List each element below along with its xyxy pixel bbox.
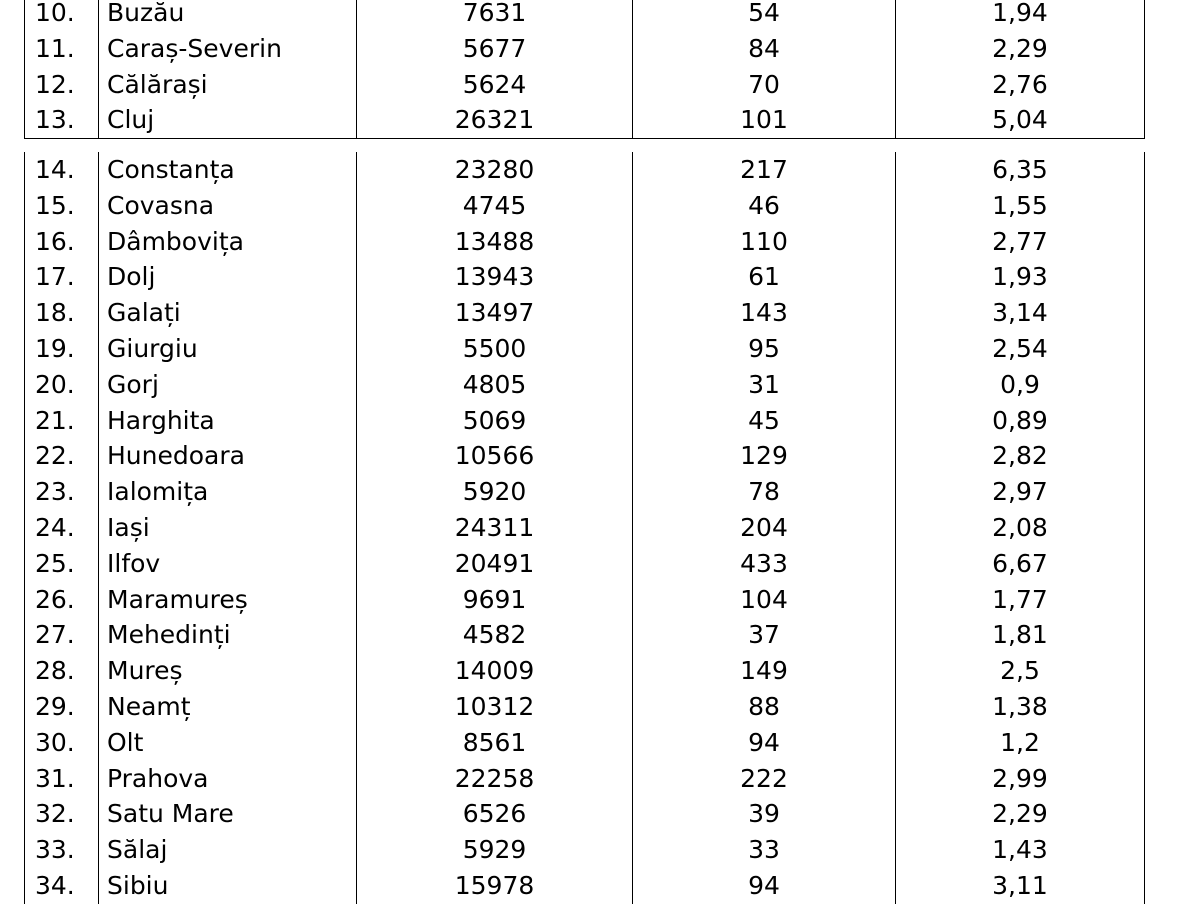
county-name-cell: Sibiu	[99, 868, 357, 904]
row-number-cell: 17.	[25, 259, 99, 295]
value-b-cell: 94	[633, 725, 896, 761]
row-number-cell: 12.	[25, 67, 99, 103]
table-row	[25, 152, 1145, 188]
value-c-cell: 2,08	[896, 510, 1145, 546]
row-number-cell: 15.	[25, 188, 99, 224]
county-table-top-body	[25, 0, 1145, 139]
row-number-cell: 27.	[25, 617, 99, 653]
table-row	[25, 438, 1145, 474]
row-number-cell: 32.	[25, 796, 99, 832]
value-a-cell: 5920	[357, 474, 633, 510]
county-table-bottom-body	[25, 152, 1145, 904]
value-b-cell: 217	[633, 152, 896, 188]
value-b-cell: 54	[633, 0, 896, 31]
table-row	[25, 582, 1145, 618]
row-number-cell: 10.	[25, 0, 99, 31]
row-number-cell: 23.	[25, 474, 99, 510]
value-c-cell: 2,82	[896, 438, 1145, 474]
table-row	[25, 832, 1145, 868]
county-name-cell: Constanța	[99, 152, 357, 188]
county-name-cell: Satu Mare	[99, 796, 357, 832]
county-table-bottom	[24, 152, 1145, 904]
table-row	[25, 689, 1145, 725]
value-c-cell: 3,11	[896, 868, 1145, 904]
value-c-cell: 6,67	[896, 546, 1145, 582]
row-number-cell: 30.	[25, 725, 99, 761]
county-name-cell: Galați	[99, 295, 357, 331]
value-c-cell: 2,29	[896, 31, 1145, 67]
county-name-cell: Iași	[99, 510, 357, 546]
table-row	[25, 0, 1145, 31]
county-name-cell: Prahova	[99, 761, 357, 797]
value-a-cell: 13488	[357, 224, 633, 260]
table-row	[25, 102, 1145, 138]
value-c-cell: 2,77	[896, 224, 1145, 260]
county-name-cell: Călărași	[99, 67, 357, 103]
value-b-cell: 433	[633, 546, 896, 582]
value-a-cell: 4582	[357, 617, 633, 653]
row-number-cell: 29.	[25, 689, 99, 725]
value-a-cell: 23280	[357, 152, 633, 188]
value-a-cell: 14009	[357, 653, 633, 689]
county-name-cell: Ilfov	[99, 546, 357, 582]
value-b-cell: 88	[633, 689, 896, 725]
county-table-top	[24, 0, 1145, 139]
table-row	[25, 653, 1145, 689]
value-b-cell: 78	[633, 474, 896, 510]
table-row	[25, 367, 1145, 403]
value-a-cell: 15978	[357, 868, 633, 904]
value-b-cell: 204	[633, 510, 896, 546]
value-c-cell: 1,77	[896, 582, 1145, 618]
table-row	[25, 188, 1145, 224]
table-row	[25, 546, 1145, 582]
county-name-cell: Harghita	[99, 403, 357, 439]
row-number-cell: 21.	[25, 403, 99, 439]
row-number-cell: 28.	[25, 653, 99, 689]
table-row	[25, 295, 1145, 331]
table-row	[25, 868, 1145, 904]
county-name-cell: Giurgiu	[99, 331, 357, 367]
value-a-cell: 9691	[357, 582, 633, 618]
table-row	[25, 725, 1145, 761]
value-c-cell: 0,9	[896, 367, 1145, 403]
value-c-cell: 1,2	[896, 725, 1145, 761]
value-c-cell: 5,04	[896, 102, 1145, 138]
row-number-cell: 31.	[25, 761, 99, 797]
row-number-cell: 11.	[25, 31, 99, 67]
county-name-cell: Ialomița	[99, 474, 357, 510]
county-name-cell: Maramureș	[99, 582, 357, 618]
value-a-cell: 5500	[357, 331, 633, 367]
value-a-cell: 22258	[357, 761, 633, 797]
value-c-cell: 1,55	[896, 188, 1145, 224]
value-c-cell: 1,93	[896, 259, 1145, 295]
value-b-cell: 94	[633, 868, 896, 904]
table-row	[25, 259, 1145, 295]
county-name-cell: Caraș-Severin	[99, 31, 357, 67]
value-c-cell: 2,54	[896, 331, 1145, 367]
value-c-cell: 1,81	[896, 617, 1145, 653]
value-b-cell: 110	[633, 224, 896, 260]
value-a-cell: 6526	[357, 796, 633, 832]
value-a-cell: 13497	[357, 295, 633, 331]
county-name-cell: Buzău	[99, 0, 357, 31]
table-row	[25, 224, 1145, 260]
value-c-cell: 1,94	[896, 0, 1145, 31]
value-b-cell: 37	[633, 617, 896, 653]
table-row	[25, 510, 1145, 546]
value-c-cell: 1,38	[896, 689, 1145, 725]
table-row	[25, 67, 1145, 103]
value-a-cell: 5929	[357, 832, 633, 868]
county-name-cell: Gorj	[99, 367, 357, 403]
value-a-cell: 13943	[357, 259, 633, 295]
value-c-cell: 2,5	[896, 653, 1145, 689]
value-a-cell: 5069	[357, 403, 633, 439]
county-name-cell: Mehedinți	[99, 617, 357, 653]
value-b-cell: 33	[633, 832, 896, 868]
value-b-cell: 46	[633, 188, 896, 224]
table-row	[25, 31, 1145, 67]
value-b-cell: 143	[633, 295, 896, 331]
table-row	[25, 474, 1145, 510]
row-number-cell: 16.	[25, 224, 99, 260]
value-b-cell: 104	[633, 582, 896, 618]
table-row	[25, 331, 1145, 367]
value-a-cell: 4745	[357, 188, 633, 224]
county-name-cell: Olt	[99, 725, 357, 761]
value-a-cell: 4805	[357, 367, 633, 403]
value-c-cell: 0,89	[896, 403, 1145, 439]
value-c-cell: 3,14	[896, 295, 1145, 331]
value-b-cell: 31	[633, 367, 896, 403]
county-name-cell: Neamț	[99, 689, 357, 725]
value-b-cell: 45	[633, 403, 896, 439]
value-a-cell: 26321	[357, 102, 633, 138]
county-name-cell: Dâmbovița	[99, 224, 357, 260]
value-b-cell: 84	[633, 31, 896, 67]
value-a-cell: 8561	[357, 725, 633, 761]
county-name-cell: Dolj	[99, 259, 357, 295]
value-c-cell: 6,35	[896, 152, 1145, 188]
county-name-cell: Covasna	[99, 188, 357, 224]
table-row	[25, 617, 1145, 653]
value-b-cell: 101	[633, 102, 896, 138]
value-c-cell: 2,97	[896, 474, 1145, 510]
value-a-cell: 24311	[357, 510, 633, 546]
row-number-cell: 19.	[25, 331, 99, 367]
table-row	[25, 761, 1145, 797]
value-b-cell: 61	[633, 259, 896, 295]
value-b-cell: 129	[633, 438, 896, 474]
row-number-cell: 14.	[25, 152, 99, 188]
value-c-cell: 1,43	[896, 832, 1145, 868]
county-name-cell: Hunedoara	[99, 438, 357, 474]
value-b-cell: 149	[633, 653, 896, 689]
value-a-cell: 5677	[357, 31, 633, 67]
value-c-cell: 2,99	[896, 761, 1145, 797]
value-b-cell: 39	[633, 796, 896, 832]
county-name-cell: Mureș	[99, 653, 357, 689]
value-a-cell: 10566	[357, 438, 633, 474]
row-number-cell: 34.	[25, 868, 99, 904]
county-name-cell: Sălaj	[99, 832, 357, 868]
value-a-cell: 5624	[357, 67, 633, 103]
value-b-cell: 70	[633, 67, 896, 103]
value-a-cell: 10312	[357, 689, 633, 725]
row-number-cell: 25.	[25, 546, 99, 582]
row-number-cell: 26.	[25, 582, 99, 618]
row-number-cell: 13.	[25, 102, 99, 138]
table-row	[25, 796, 1145, 832]
row-number-cell: 24.	[25, 510, 99, 546]
value-c-cell: 2,76	[896, 67, 1145, 103]
county-name-cell: Cluj	[99, 102, 357, 138]
row-number-cell: 33.	[25, 832, 99, 868]
row-number-cell: 20.	[25, 367, 99, 403]
value-c-cell: 2,29	[896, 796, 1145, 832]
row-number-cell: 18.	[25, 295, 99, 331]
value-a-cell: 20491	[357, 546, 633, 582]
value-a-cell: 7631	[357, 0, 633, 31]
row-number-cell: 22.	[25, 438, 99, 474]
value-b-cell: 222	[633, 761, 896, 797]
value-b-cell: 95	[633, 331, 896, 367]
table-row	[25, 403, 1145, 439]
